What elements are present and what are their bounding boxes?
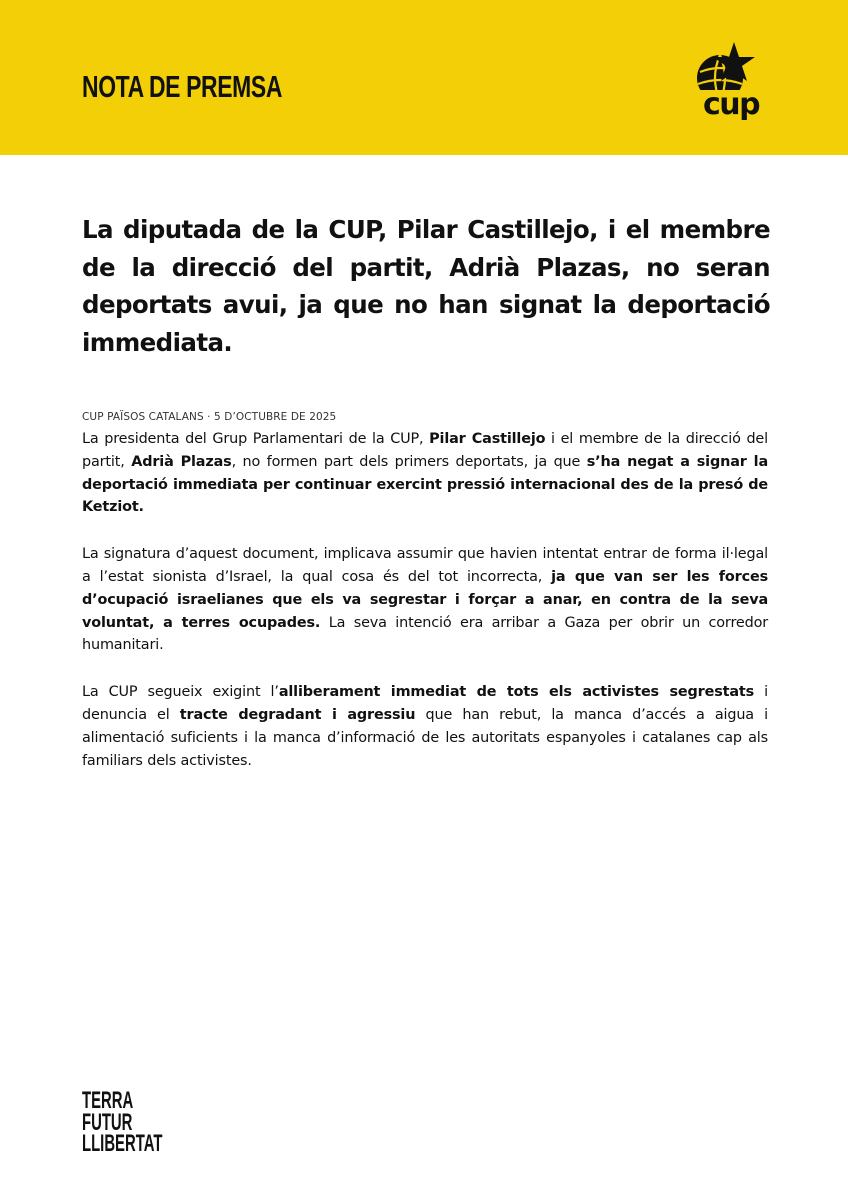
motto-line: FUTUR [82, 1108, 133, 1136]
header-banner [0, 0, 848, 155]
paragraph-3: La CUP segueix exigint l’alliberament immediat de tots els activistes segrestats i denuncia el tracte degradant i agressiu que han rebut, la manca d’accés a aigua i alimentació suficients i la manca d’informació de les autoritats espanyoles i catalanes cap als familiars dels activistes. [82, 684, 769, 769]
footer-motto [82, 1087, 163, 1157]
paragraph-2: La signatura d’aquest document, implicava assumir que havien intentat entrar de forma il·legal a l’estat sionista d’Israel, la qual cosa és del tot incorrecta, ja que van ser les forces d’ocupació israelianes que els va segrestar i forçar a anar, en contra de la seva voluntat, a terres ocupades. La seva intenció era arribar a Gaza per obrir un corredor humanitari. [82, 546, 769, 654]
dateline: CUP PAÏSOS CATALANS · 5 D’OCTUBRE DE 2025 [82, 411, 337, 423]
press-release-label: NOTA DE PREMSA [82, 69, 283, 104]
logo-text: cup [702, 87, 760, 120]
article-body [82, 428, 768, 796]
cup-logo-icon [690, 40, 772, 120]
paragraph-1: La presidenta del Grup Parlamentari de la CUP, Pilar Castillejo i el membre de la direcció del partit, Adrià Plazas, no formen part dels primers deportats, ja que s’ha negat a signar la deportació immediata per continuar exercint pressió internacional des de la presó de Ketziot. [82, 431, 769, 516]
headline: La diputada de la CUP, Pilar Castillejo, i el membre de la direcció del partit, Adrià Plazas, no seran deportats avui, ja que no han signat la deportació immediata. [82, 215, 770, 357]
motto-line: LLIBERTAT [82, 1130, 163, 1157]
motto-line: TERRA [82, 1087, 134, 1114]
